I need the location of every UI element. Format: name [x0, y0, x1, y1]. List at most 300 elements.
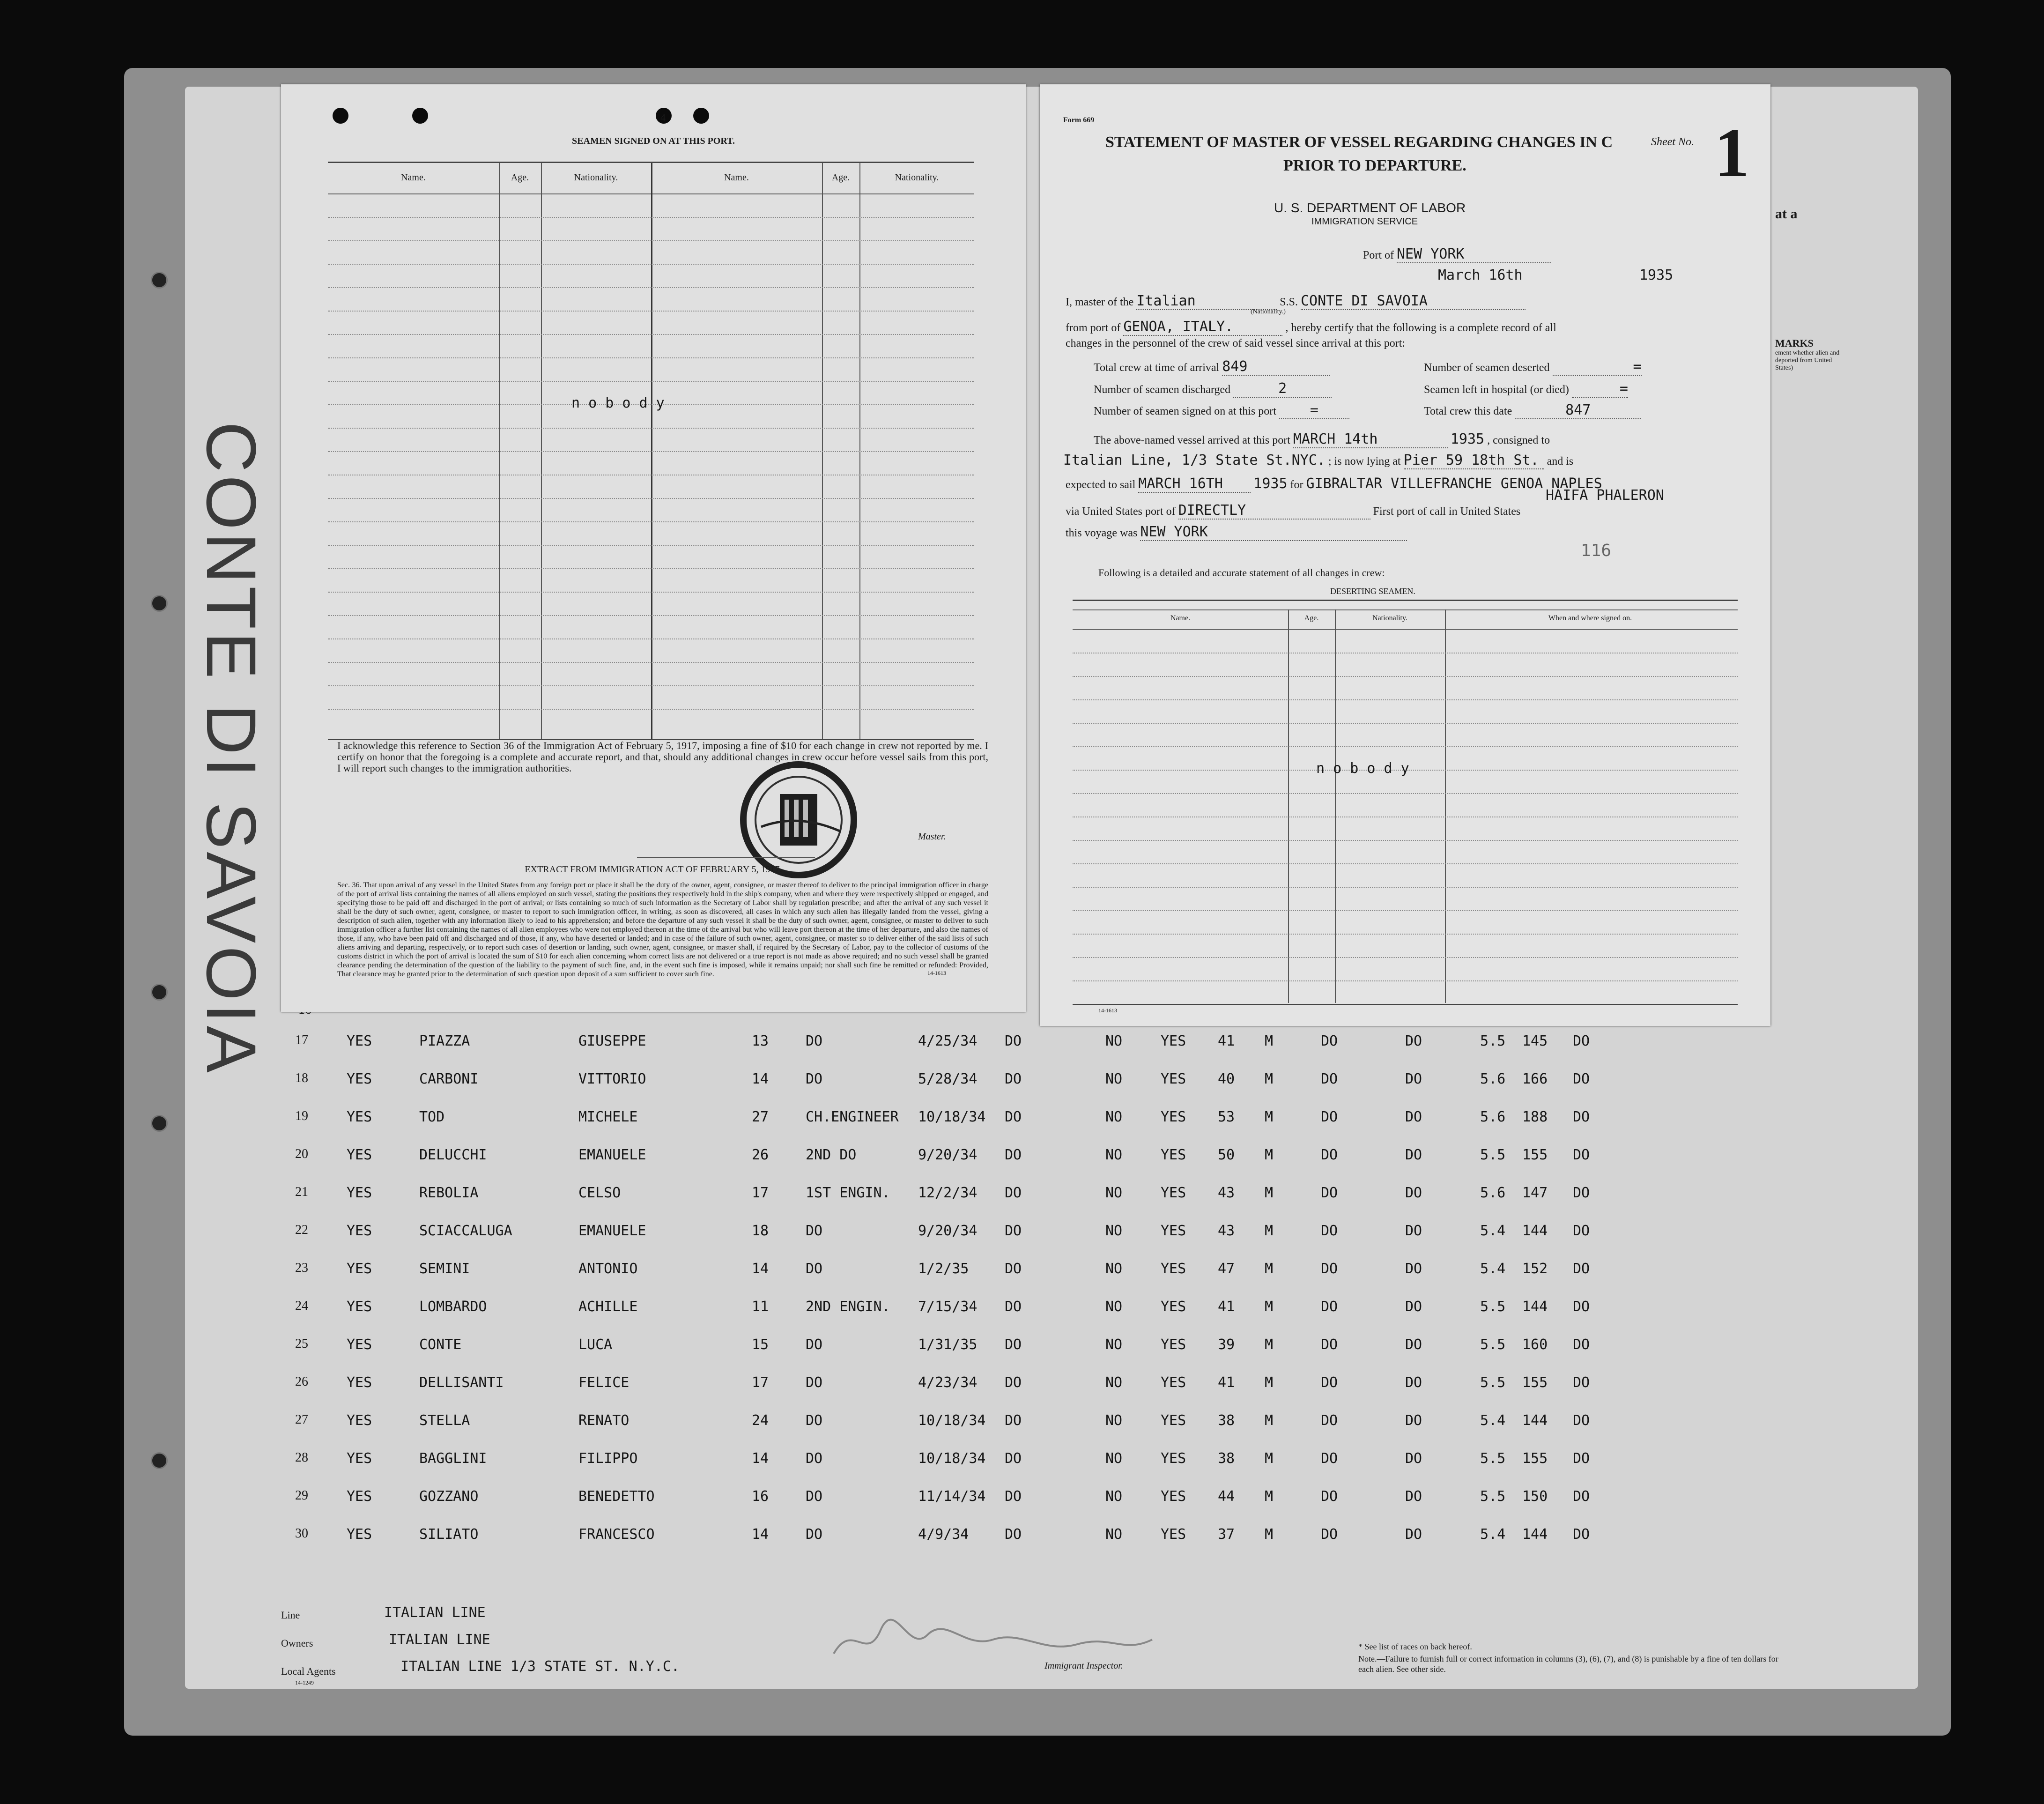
column-cell: DO — [1405, 1412, 1422, 1429]
pier: Pier 59 18th St. — [1404, 452, 1544, 469]
years-cell: 17 — [752, 1185, 769, 1201]
nobody-entry: n o b o d y — [1316, 760, 1409, 777]
years-cell: 16 — [752, 1488, 769, 1505]
hospital-value: = — [1572, 380, 1628, 398]
column-header-name: Name. — [1170, 614, 1191, 622]
years-cell: 15 — [752, 1336, 769, 1353]
date-signed-cell: 12/2/34 — [918, 1185, 978, 1201]
surname-cell: CARBONI — [419, 1071, 479, 1087]
column-cell: YES — [1161, 1336, 1186, 1353]
column-cell: DO — [1573, 1526, 1590, 1543]
position-cell: DO — [806, 1450, 823, 1467]
total-crew-date-value: 847 — [1515, 402, 1641, 419]
years-cell: 18 — [752, 1223, 769, 1239]
sex-cell: M — [1265, 1450, 1274, 1467]
date-signed-cell: 1/31/35 — [918, 1336, 978, 1353]
age-cell: 47 — [1218, 1261, 1235, 1277]
height-cell: 5.6 — [1480, 1109, 1506, 1125]
years-cell: 17 — [752, 1374, 769, 1391]
column-cell: YES — [1161, 1147, 1186, 1163]
port-line: Port of NEW YORK — [1363, 246, 1551, 263]
row-number: 28 — [295, 1450, 308, 1465]
sex-cell: M — [1265, 1071, 1274, 1087]
binder-hole — [151, 595, 168, 612]
column-cell: DO — [1321, 1336, 1338, 1353]
age-cell: 53 — [1218, 1109, 1235, 1125]
column-cell: DO — [1005, 1147, 1022, 1163]
sheet-number: 1 — [1714, 114, 1749, 192]
position-cell: 2ND ENGIN. — [806, 1299, 890, 1315]
column-header-name: Name. — [401, 172, 426, 183]
binder-hole — [151, 1452, 168, 1469]
sex-cell: M — [1265, 1299, 1274, 1315]
height-cell: 5.4 — [1480, 1412, 1506, 1429]
date-signed-cell: 10/18/34 — [918, 1109, 986, 1125]
column-cell: DO — [1573, 1147, 1590, 1163]
column-cell: DO — [1005, 1374, 1022, 1391]
given-name-cell: CELSO — [578, 1185, 621, 1201]
destinations: GIBRALTAR VILLEFRANCHE GENOA NAPLES — [1306, 475, 1602, 492]
column-cell: DO — [1405, 1261, 1422, 1277]
column-cell: DO — [1573, 1450, 1590, 1467]
date-signed-cell: 5/28/34 — [918, 1071, 978, 1087]
surname-cell: REBOLIA — [419, 1185, 479, 1201]
section-title: SEAMEN SIGNED ON AT THIS PORT. — [572, 136, 735, 146]
date-signed-cell: 4/25/34 — [918, 1033, 978, 1049]
signed-on-count: Number of seamen signed on at this port = — [1094, 402, 1349, 419]
column-cell: DO — [1321, 1261, 1338, 1277]
age-cell: 43 — [1218, 1185, 1235, 1201]
row-number: 23 — [295, 1261, 308, 1275]
left-insert-page — [281, 84, 1026, 1012]
column-cell: DO — [1573, 1185, 1590, 1201]
ship-name: CONTE DI SAVOIA — [1301, 293, 1526, 310]
column-cell: YES — [1161, 1223, 1186, 1239]
right-insert-page — [1040, 84, 1770, 1026]
row-number: 19 — [295, 1109, 308, 1123]
position-cell: DO — [806, 1261, 823, 1277]
age-cell: 41 — [1218, 1374, 1235, 1391]
row-number: 25 — [295, 1336, 308, 1351]
weight-cell: 155 — [1522, 1374, 1548, 1391]
column-cell: NO — [1105, 1109, 1123, 1125]
deserted-value: = — [1553, 358, 1642, 376]
arrival-date: MARCH 14th — [1293, 431, 1448, 448]
signed-on-value: = — [1279, 402, 1349, 419]
voyage-value: NEW YORK — [1140, 524, 1407, 541]
form-subtitle: PRIOR TO DEPARTURE. — [1283, 157, 1466, 174]
column-cell: YES — [1161, 1374, 1186, 1391]
nationality-value: Italian — [1136, 293, 1277, 310]
column-cell: DO — [1405, 1299, 1422, 1315]
column-cell: DO — [1405, 1223, 1422, 1239]
sex-cell: M — [1265, 1109, 1274, 1125]
given-name-cell: ANTONIO — [578, 1261, 638, 1277]
column-cell: DO — [1405, 1526, 1422, 1543]
column-cell: DO — [1405, 1450, 1422, 1467]
date-value: March 16th — [1438, 267, 1523, 283]
column-cell: DO — [1321, 1299, 1338, 1315]
column-cell: NO — [1105, 1488, 1123, 1505]
years-cell: 14 — [752, 1071, 769, 1087]
column-cell: DO — [1405, 1185, 1422, 1201]
age-cell: 41 — [1218, 1299, 1235, 1315]
admitted-cell: YES — [347, 1033, 372, 1049]
weight-cell: 144 — [1522, 1526, 1548, 1543]
arrival-line: The above-named vessel arrived at this port MARCH 14th 1935 , consigned to — [1094, 431, 1550, 447]
date-signed-cell: 4/23/34 — [918, 1374, 978, 1391]
age-cell: 44 — [1218, 1488, 1235, 1505]
surname-cell: SILIATO — [419, 1526, 479, 1543]
height-cell: 5.5 — [1480, 1374, 1506, 1391]
column-header-age: Age. — [1304, 614, 1319, 622]
height-cell: 5.5 — [1480, 1147, 1506, 1163]
column-cell: DO — [1005, 1526, 1022, 1543]
column-cell: YES — [1161, 1488, 1186, 1505]
weight-cell: 147 — [1522, 1185, 1548, 1201]
given-name-cell: VITTORIO — [578, 1071, 646, 1087]
sex-cell: M — [1265, 1336, 1274, 1353]
height-cell: 5.5 — [1480, 1033, 1506, 1049]
surname-cell: LOMBARDO — [419, 1299, 487, 1315]
deserted-count: Number of seamen deserted = — [1424, 358, 1642, 375]
surname-cell: SCIACCALUGA — [419, 1223, 512, 1239]
column-cell: DO — [1405, 1374, 1422, 1391]
column-cell: NO — [1105, 1185, 1123, 1201]
marks-column-header: MARKS ement whether alien and deported from United States) — [1775, 337, 1840, 371]
discharged-count: Number of seamen discharged 2 — [1094, 380, 1332, 398]
column-cell: DO — [1573, 1261, 1590, 1277]
form-code: 14-1613 — [1098, 1007, 1117, 1014]
position-cell: CH.ENGINEER — [806, 1109, 899, 1125]
years-cell: 26 — [752, 1147, 769, 1163]
position-cell: 2ND DO — [806, 1147, 857, 1163]
form-title: STATEMENT OF MASTER OF VESSEL REGARDING CHANGES IN C — [1105, 134, 1613, 151]
year-value: 1935 — [1639, 267, 1674, 283]
arrival-year: 1935 — [1450, 431, 1485, 447]
line-label: Line — [281, 1609, 300, 1621]
column-cell: DO — [1405, 1109, 1422, 1125]
surname-cell: BAGGLINI — [419, 1450, 487, 1467]
column-cell: DO — [1321, 1223, 1338, 1239]
date-signed-cell: 1/2/35 — [918, 1261, 969, 1277]
column-header-nationality: Nationality. — [574, 172, 618, 183]
position-cell: DO — [806, 1336, 823, 1353]
column-cell: DO — [1573, 1071, 1590, 1087]
weight-cell: 166 — [1522, 1071, 1548, 1087]
extract-text: Sec. 36. That upon arrival of any vessel in the United States from any foreign port or place it shall be the duty of the owner, agent, consignee, or master thereof to deliver to the principal immigration officer in charge of the port of arrival lists containing the names of all aliens employed on such vessel, stating the positions they respectively hold in the ship's company, when and where they were respectively shipped or engaged, and specifying those to be paid off and discharged in the port of arrival; or lists containing so much of such information as the Secretary of Labor shall by regulation prescribe; and after the arrival of any such vessel it shall be the duty of such owner, agent, consignee, or master to report to such immigration officer, in writing, as soon as discovered, all cases in which any such alien has illegally landed from the vessel, giving a description of such alien, together with any information likely to lead to his apprehension; and before the departure of any such vessel it shall be the duty of such owner, agent, consignee, or master to deliver to such immigration officer a further list containing the names of all alien employees who were not employed thereon at the time of the arrival but who will leave port thereon at the time of her departure, and also the names of those, if any, who have been paid off and discharged and of those, if any, who have deserted or landed; and in case of the failure of such owner, agent, consignee, or master so to deliver either of the said lists of such aliens arriving and departing, respectively, or to report such cases of desertion or landing, such owner, agent, consignee, or master shall, if required by the Secretary of Labor, pay to the collector of customs of the customs district in which the port of arrival is located the sum of $10 for each alien concerning whom correct lists are not delivered or a true report is not made as above required; and no such vessel shall be granted clearance pending the determination of the question of the liability to the payment of such fine, and, in the event such fine is imposed, while it remains unpaid; nor shall such fine be remitted or refunded: Provided, That clearance may be granted prior to the determination of such question upon deposit of a sum sufficient to cover such fine. — [337, 881, 988, 978]
admitted-cell: YES — [347, 1374, 372, 1391]
position-cell: DO — [806, 1488, 823, 1505]
years-cell: 24 — [752, 1412, 769, 1429]
admitted-cell: YES — [347, 1223, 372, 1239]
column-cell: DO — [1005, 1109, 1022, 1125]
date-signed-cell: 7/15/34 — [918, 1299, 978, 1315]
admitted-cell: YES — [347, 1261, 372, 1277]
page-number: 4 — [660, 111, 666, 123]
age-cell: 43 — [1218, 1223, 1235, 1239]
weight-cell: 188 — [1522, 1109, 1548, 1125]
side-ship-name: CONTE DI SAVOIA — [192, 422, 271, 1076]
sex-cell: M — [1265, 1374, 1274, 1391]
sail-year: 1935 — [1253, 475, 1288, 492]
surname-cell: SEMINI — [419, 1261, 470, 1277]
column-cell: DO — [1321, 1412, 1338, 1429]
column-header-name: Name. — [724, 172, 749, 183]
acknowledgement-text: I acknowledge this reference to Section 36 of the Immigration Act of February 5, 1917, imposing a fine of $10 for each change in crew not reported by me. I certify on honor that the foregoing is a complete and accurate report, and that, should any additional changes in crew occur before vessel sails from this port, I will report such changes to the immigration authorities. — [337, 740, 988, 774]
column-cell: DO — [1005, 1185, 1022, 1201]
column-cell: DO — [1005, 1299, 1022, 1315]
stamp-number: 116 — [1581, 541, 1612, 560]
form-label: Form 669 — [1063, 116, 1095, 124]
column-cell: DO — [1573, 1033, 1590, 1049]
nobody-entry: n o b o d y — [571, 395, 665, 411]
height-cell: 5.6 — [1480, 1185, 1506, 1201]
position-cell: DO — [806, 1374, 823, 1391]
admitted-cell: YES — [347, 1412, 372, 1429]
column-cell: DO — [1573, 1488, 1590, 1505]
admitted-cell: YES — [347, 1299, 372, 1315]
master-signature-line — [637, 857, 815, 858]
given-name-cell: FILIPPO — [578, 1450, 638, 1467]
total-crew-arrival-value: 849 — [1222, 358, 1330, 376]
column-cell: DO — [1005, 1033, 1022, 1049]
column-cell: DO — [1321, 1374, 1338, 1391]
penalty-note: Note.—Failure to furnish full or correct information in columns (3), (6), (7), and (8) is punishable by a fine of ten dollars for each alien. See other side. — [1358, 1654, 1778, 1674]
given-name-cell: EMANUELE — [578, 1223, 646, 1239]
punch-hole — [412, 108, 428, 124]
column-cell: DO — [1005, 1450, 1022, 1467]
column-cell: DO — [1321, 1488, 1338, 1505]
owners-label: Owners — [281, 1637, 313, 1649]
admitted-cell: YES — [347, 1488, 372, 1505]
sheet-label: Sheet No. — [1651, 136, 1694, 148]
column-header-age: Age. — [511, 172, 529, 183]
port-value: NEW YORK — [1397, 246, 1551, 263]
column-cell: YES — [1161, 1412, 1186, 1429]
from-port-value: GENOA, ITALY. — [1123, 319, 1282, 336]
column-cell: DO — [1405, 1336, 1422, 1353]
form-code: 14-1613 — [927, 970, 946, 976]
given-name-cell: FELICE — [578, 1374, 629, 1391]
sex-cell: M — [1265, 1147, 1274, 1163]
column-cell: DO — [1005, 1488, 1022, 1505]
sex-cell: M — [1265, 1033, 1274, 1049]
years-cell: 11 — [752, 1299, 769, 1315]
date-signed-cell: 9/20/34 — [918, 1223, 978, 1239]
age-cell: 39 — [1218, 1336, 1235, 1353]
department-name: U. S. DEPARTMENT OF LABOR — [1274, 200, 1466, 215]
date-signed-cell: 10/18/34 — [918, 1450, 986, 1467]
weight-cell: 144 — [1522, 1299, 1548, 1315]
weight-cell: 150 — [1522, 1488, 1548, 1505]
date-signed-cell: 9/20/34 — [918, 1147, 978, 1163]
row-number: 27 — [295, 1412, 308, 1427]
position-cell: DO — [806, 1223, 823, 1239]
admitted-cell: YES — [347, 1071, 372, 1087]
weight-cell: 152 — [1522, 1261, 1548, 1277]
row-number: 24 — [295, 1299, 308, 1313]
position-cell: DO — [806, 1412, 823, 1429]
column-cell: DO — [1573, 1336, 1590, 1353]
row-number: 18 — [295, 1071, 308, 1085]
row-number: 21 — [295, 1185, 308, 1199]
consignee: Italian Line, 1/3 State St.NYC. — [1063, 452, 1326, 468]
surname-cell: DELUCCHI — [419, 1147, 487, 1163]
age-cell: 50 — [1218, 1147, 1235, 1163]
inspector-label: Immigrant Inspector. — [1044, 1661, 1123, 1671]
surname-cell: CONTE — [419, 1336, 462, 1353]
surname-cell: DELLISANTI — [419, 1374, 504, 1391]
column-cell: NO — [1105, 1147, 1123, 1163]
owners-value: ITALIAN LINE — [389, 1632, 490, 1648]
weight-cell: 155 — [1522, 1147, 1548, 1163]
service-name: IMMIGRATION SERVICE — [1311, 216, 1418, 227]
form-code: 14-1249 — [295, 1679, 314, 1686]
column-cell: YES — [1161, 1071, 1186, 1087]
given-name-cell: GIUSEPPE — [578, 1033, 646, 1049]
binder-hole — [151, 1115, 168, 1132]
column-cell: DO — [1405, 1488, 1422, 1505]
column-cell: NO — [1105, 1033, 1123, 1049]
years-cell: 14 — [752, 1261, 769, 1277]
column-cell: YES — [1161, 1033, 1186, 1049]
column-cell: NO — [1105, 1526, 1123, 1543]
column-cell: DO — [1005, 1261, 1022, 1277]
age-cell: 41 — [1218, 1033, 1235, 1049]
column-cell: DO — [1573, 1109, 1590, 1125]
column-cell: DO — [1005, 1336, 1022, 1353]
column-cell: DO — [1321, 1185, 1338, 1201]
column-cell: DO — [1573, 1374, 1590, 1391]
column-cell: NO — [1105, 1071, 1123, 1087]
column-cell: DO — [1573, 1412, 1590, 1429]
column-cell: YES — [1161, 1261, 1186, 1277]
weight-cell: 144 — [1522, 1412, 1548, 1429]
column-cell: DO — [1405, 1071, 1422, 1087]
height-cell: 5.5 — [1480, 1336, 1506, 1353]
height-cell: 5.5 — [1480, 1299, 1506, 1315]
column-cell: DO — [1321, 1033, 1338, 1049]
weight-cell: 144 — [1522, 1223, 1548, 1239]
via-value: DIRECTLY — [1178, 502, 1370, 520]
admitted-cell: YES — [347, 1109, 372, 1125]
given-name-cell: BENEDETTO — [578, 1488, 655, 1505]
sex-cell: M — [1265, 1488, 1274, 1505]
column-cell: NO — [1105, 1261, 1123, 1277]
years-cell: 13 — [752, 1033, 769, 1049]
row-number: 26 — [295, 1374, 308, 1389]
column-cell: DO — [1573, 1223, 1590, 1239]
surname-cell: PIAZZA — [419, 1033, 470, 1049]
sail-date: MARCH 16TH — [1138, 475, 1251, 493]
row-number: 17 — [295, 1033, 308, 1047]
column-cell: DO — [1321, 1109, 1338, 1125]
column-cell: YES — [1161, 1185, 1186, 1201]
signed-on-table — [328, 162, 974, 740]
discharged-value: 2 — [1233, 380, 1332, 398]
column-cell: DO — [1321, 1526, 1338, 1543]
column-cell: YES — [1161, 1526, 1186, 1543]
admitted-cell: YES — [347, 1336, 372, 1353]
given-name-cell: EMANUELE — [578, 1147, 646, 1163]
row-number: 20 — [295, 1147, 308, 1161]
height-cell: 5.4 — [1480, 1526, 1506, 1543]
surname-cell: STELLA — [419, 1412, 470, 1429]
admitted-cell: YES — [347, 1526, 372, 1543]
admitted-cell: YES — [347, 1185, 372, 1201]
agents-value: ITALIAN LINE 1/3 STATE ST. N.Y.C. — [400, 1658, 680, 1675]
height-cell: 5.5 — [1480, 1450, 1506, 1467]
changes-text: changes in the personnel of the crew of said vessel since arrival at this port: — [1066, 337, 1406, 349]
age-cell: 38 — [1218, 1450, 1235, 1467]
sailing-line: expected to sail MARCH 16TH 1935 for GIBRALTAR VILLEFRANCHE GENOA NAPLES — [1066, 475, 1602, 492]
column-cell: NO — [1105, 1223, 1123, 1239]
admitted-cell: YES — [347, 1450, 372, 1467]
destinations-line2: HAIFA PHALERON — [1546, 487, 1664, 504]
position-cell: 1ST ENGIN. — [806, 1185, 890, 1201]
weight-cell: 145 — [1522, 1033, 1548, 1049]
position-cell: DO — [806, 1033, 823, 1049]
punch-hole — [693, 108, 709, 124]
years-cell: 27 — [752, 1109, 769, 1125]
given-name-cell: RENATO — [578, 1412, 629, 1429]
height-cell: 5.4 — [1480, 1223, 1506, 1239]
column-cell: NO — [1105, 1412, 1123, 1429]
via-line: via United States port of DIRECTLY First port of call in United States — [1066, 502, 1521, 519]
admitted-cell: YES — [347, 1147, 372, 1163]
age-cell: 40 — [1218, 1071, 1235, 1087]
column-cell: NO — [1105, 1450, 1123, 1467]
position-cell: DO — [806, 1526, 823, 1543]
deserting-title: DESERTING SEAMEN. — [1330, 586, 1415, 596]
punch-hole — [333, 108, 348, 124]
master-line: I, master of the Italian S.S. CONTE DI SAVOIA — [1066, 293, 1526, 310]
column-header-age: Age. — [831, 172, 850, 183]
master-label: Master. — [918, 831, 946, 842]
sex-cell: M — [1265, 1223, 1274, 1239]
height-cell: 5.4 — [1480, 1261, 1506, 1277]
sex-cell: M — [1265, 1526, 1274, 1543]
given-name-cell: FRANCESCO — [578, 1526, 655, 1543]
races-note: * See list of races on back hereof. — [1358, 1642, 1472, 1651]
sex-cell: M — [1265, 1185, 1274, 1201]
column-cell: DO — [1005, 1071, 1022, 1087]
column-cell: DO — [1573, 1299, 1590, 1315]
given-name-cell: LUCA — [578, 1336, 613, 1353]
row-number: 22 — [295, 1223, 308, 1237]
column-cell: NO — [1105, 1299, 1123, 1315]
date-signed-cell: 11/14/34 — [918, 1488, 986, 1505]
row-number: 30 — [295, 1526, 308, 1541]
binder-hole — [151, 272, 168, 289]
height-cell: 5.5 — [1480, 1488, 1506, 1505]
column-header-nationality: Nationality. — [895, 172, 939, 183]
deserting-table — [1073, 600, 1738, 1005]
column-header-nationality: Nationality. — [1372, 614, 1407, 622]
sex-cell: M — [1265, 1261, 1274, 1277]
total-crew-arrival: Total crew at time of arrival 849 — [1094, 358, 1330, 376]
years-cell: 14 — [752, 1526, 769, 1543]
column-cell: DO — [1321, 1450, 1338, 1467]
column-cell: NO — [1105, 1374, 1123, 1391]
column-cell: NO — [1105, 1336, 1123, 1353]
voyage-line: this voyage was NEW YORK — [1066, 524, 1407, 541]
column-cell: DO — [1005, 1223, 1022, 1239]
column-cell: YES — [1161, 1299, 1186, 1315]
binder-hole — [151, 984, 168, 1001]
date-signed-cell: 10/18/34 — [918, 1412, 986, 1429]
